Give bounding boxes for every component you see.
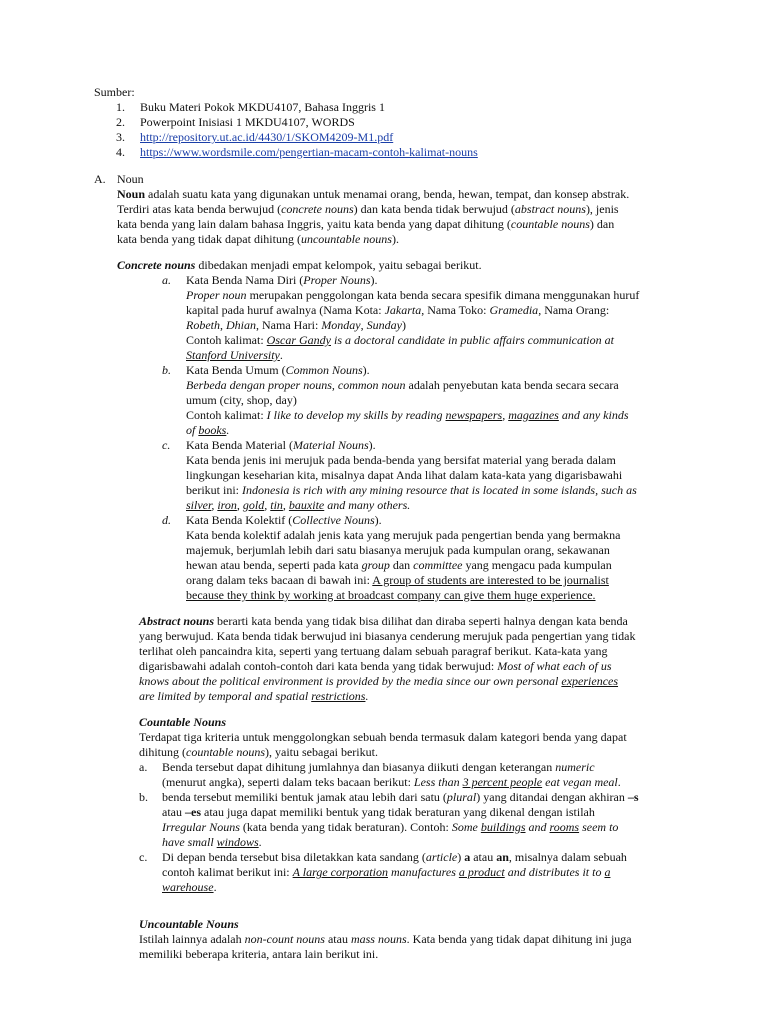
text-line: d. [162,513,171,527]
text-line: 2. [116,115,125,129]
text-line: berikut ini: Indonesia is rich with any mining resource that is located in some islands, such as [186,483,637,497]
text-line: (menurut angka), seperti dalam teks bacaan berikut: Less than 3 percent people eat vegan meal. [162,775,621,789]
text-line: Concrete nouns dibedakan menjadi empat kelompok, yaitu sebagai berikut. [117,258,482,272]
text-line: kata benda yang lain dalam bahasa Inggris, yaitu kata benda yang dapat dihitung (countable nouns) dan [117,217,615,231]
text-line: a. [162,273,171,287]
text-line: 3. [116,130,125,144]
text-line: Contoh kalimat: I like to develop my skills by reading newspapers, magazines and any kinds [186,408,629,422]
text-line: kata benda yang tidak dapat dihitung (uncountable nouns). [117,232,399,246]
text-line: lingkungan keseharian kita, misalnya dapat Anda lihat dalam kata-kata yang digarisbawahi [186,468,623,482]
text-line: have small windows. [162,835,262,849]
text-line: Di depan benda tersebut bisa diletakkan kata sandang (article) a atau an, misalnya dalam sebuah [162,850,627,864]
text-line: are limited by temporal and spatial restrictions. [139,689,369,703]
text-line: Istilah lainnya adalah non-count nouns atau mass nouns. Kata benda yang tidak dapat dihitung ini juga [139,932,632,946]
text-line: Irregular Nouns (kata benda yang tidak beraturan). Contoh: Some buildings and rooms seem to [162,820,619,834]
text-line: umum (city, shop, day) [186,393,297,407]
text-line: Stanford University. [186,348,283,362]
text-line: Powerpoint Inisiasi 1 MKDU4107, WORDS [140,115,355,129]
text-line: Abstract nouns berarti kata benda yang tidak bisa dilihat dan diraba seperti halnya dengan kata benda [139,614,628,628]
text-line: majemuk, berjumlah lebih dari satu biasanya merujuk pada kumpulan orang, sekawanan [186,543,610,557]
text-line: atau –es atau juga dapat memiliki bentuk yang tidak beraturan yang dikenal dengan istilah [162,805,595,819]
text-line: a. [139,760,148,774]
text-line: Robeth, Dhian, Nama Hari: Monday, Sunday) [186,318,406,332]
text-line: 4. [116,145,125,159]
text-line: dihitung (countable nouns), yaitu sebagai berikut. [139,745,378,759]
text-line: silver, iron, gold, tin, bauxite and many others. [186,498,411,512]
text-line: Berbeda dengan proper nouns, common noun adalah penyebutan kata benda secara secara [186,378,619,392]
text-line: A. [94,172,106,186]
text-line: 1. [116,100,125,114]
text-line: terlihat oleh pancaindra kita, seperti yang tertuang dalam sebuah paragraf berikut. Kata-kata yang [139,644,608,658]
text-line: b. [139,790,148,804]
text-line: knows about the political environment is provided by the media since our own personal experiences [139,674,619,688]
text-line: Kata benda jenis ini merujuk pada benda-benda yang bersifat material yang berada dalam [186,453,616,467]
text-line: yang berwujud. Kata benda tidak berwujud ini biasanya cenderung merujuk pada pengertian yang tidak [139,629,636,643]
text-line: c. [139,850,148,864]
text-line: Uncountable Nouns [139,917,239,931]
text-line: Kata Benda Umum (Common Nouns). [186,363,370,377]
text-line: Kata Benda Kolektif (Collective Nouns). [186,513,382,527]
text-line: warehouse. [162,880,217,894]
text-line: contoh kalimat berikut ini: A large corporation manufactures a product and distributes it to a [162,865,611,879]
text-line: Buku Materi Pokok MKDU4107, Bahasa Inggris 1 [140,100,385,114]
text-line: c. [162,438,171,452]
text-line: Kata Benda Nama Diri (Proper Nouns). [186,273,378,287]
text-line: Noun [117,172,144,186]
text-line: benda tersebut memiliki bentuk jamak atau lebih dari satu (plural) yang ditandai dengan akhiran –s [162,790,639,804]
text-line: b. [162,363,171,377]
text-line: memiliki beberapa kriteria, antara lain berikut ini. [139,947,379,961]
text-line: hewan atau benda, seperti pada kata group dan committee yang mengacu pada kumpulan [186,558,612,572]
text-line: digarisbawahi adalah contoh-contoh dari kata benda yang tidak berwujud: Most of what each of us [139,659,612,673]
text-line: Kata Benda Material (Material Nouns). [186,438,376,452]
source-link[interactable]: http://repository.ut.ac.id/4430/1/SKOM4209-M1.pdf [140,130,394,144]
text-line: Proper noun merupakan penggolongan kata benda secara spesifik dimana menggunakan huruf [186,288,640,302]
text-line: Sumber: [94,85,135,99]
text-line: Benda tersebut dapat dihitung jumlahnya dan biasanya diikuti dengan keterangan numeric [162,760,595,774]
text-line: of books. [186,423,230,437]
text-line: kapital pada huruf awalnya (Nama Kota: Jakarta, Nama Toko: Gramedia, Nama Orang: [186,303,610,317]
text-line: Contoh kalimat: Oscar Gandy is a doctoral candidate in public affairs communication at [186,333,614,347]
text-line: Countable Nouns [139,715,227,729]
text-line: orang dalam teks bacaan di bawah ini: A group of students are interested to be journalist [186,573,609,587]
source-link[interactable]: https://www.wordsmile.com/pengertian-macam-contoh-kalimat-nouns [140,145,478,159]
text-line: because they think by working at broadcast company can give them huge experience. [186,588,596,602]
text-line: Noun adalah suatu kata yang digunakan untuk menamai orang, benda, hewan, tempat, dan konsep abstrak. [117,187,630,201]
text-line: Kata benda kolektif adalah jenis kata yang merujuk pada pengertian benda yang bermakna [186,528,621,542]
text-line: Terdiri atas kata benda berwujud (concrete nouns) dan kata benda tidak berwujud (abstract nouns), jenis [117,202,619,216]
text-line: Terdapat tiga kriteria untuk menggolongkan sebuah benda termasuk dalam kategori benda yang dapat [139,730,627,744]
